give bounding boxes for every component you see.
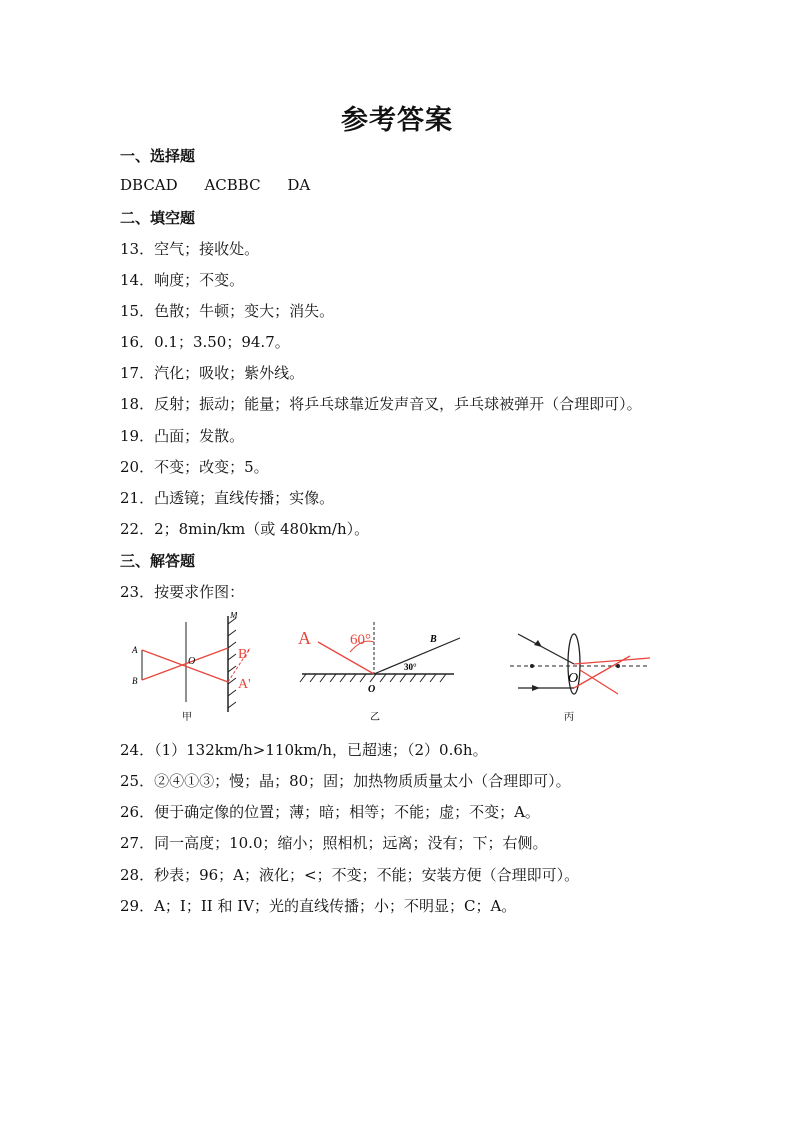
- label-m: M: [230, 612, 238, 620]
- label-o: O: [568, 671, 579, 686]
- label-b-prime: B': [238, 647, 250, 662]
- focal-point: [616, 664, 620, 668]
- arrow-icon: [534, 640, 542, 647]
- figure-bing: [498, 612, 658, 727]
- label-a-prime: A': [238, 677, 251, 692]
- section-heading-fill: 二、填空题: [120, 209, 196, 227]
- label-b: B: [430, 634, 437, 645]
- figure-caption: 甲: [182, 712, 192, 723]
- figure-caption: 乙: [370, 712, 380, 723]
- section-heading-solve: 三、解答题: [120, 552, 196, 570]
- figure-jia: [120, 612, 270, 727]
- answer-line: 25．②④①③；慢；晶；80；固；加热物质质量太小（合理即可）。: [120, 772, 571, 790]
- answer-line: 27．同一高度；10.0；缩小；照相机；远离；没有；下；右侧。: [120, 834, 548, 852]
- label-30deg: 30°: [404, 662, 417, 672]
- light-ray: [142, 650, 228, 682]
- section-heading-choice: 一、选择题: [120, 147, 196, 165]
- choice-answer-group: ACBBC: [204, 176, 261, 194]
- refracted-ray: [574, 658, 650, 664]
- focal-point: [530, 664, 534, 668]
- label-o: O: [368, 684, 376, 695]
- label-a: A: [298, 628, 311, 648]
- answer-line: 24．（1）132km/h>110km/h，已超速；（2）0.6h。: [120, 741, 488, 759]
- label-b: B: [132, 676, 138, 686]
- incident-ray: [518, 634, 574, 664]
- answer-line: 26．便于确定像的位置；薄；暗；相等；不能；虚；不变；A。: [120, 803, 540, 821]
- mirror-hatch: [228, 618, 236, 708]
- choice-answers: [120, 176, 332, 194]
- label-o: O: [188, 656, 196, 667]
- choice-answer-group: DBCAD: [120, 176, 178, 194]
- answer-line: 19．凸面；发散。: [120, 427, 245, 445]
- arrow-icon: [532, 685, 540, 691]
- answer-line: 23．按要求作图：: [120, 583, 245, 601]
- answer-line: 29．A；I；II 和 IV；光的直线传播；小；不明显；C；A。: [120, 897, 517, 915]
- choice-answer-group: DA: [287, 176, 311, 194]
- label-a: A: [132, 645, 138, 655]
- figure-caption: 丙: [564, 712, 574, 723]
- answer-line: 13．空气；接收处。: [120, 240, 260, 258]
- page-title: 参考答案: [341, 105, 453, 136]
- reflected-ray: [374, 638, 460, 674]
- surface-hatch: [300, 674, 446, 682]
- answer-line: 17．汽化；吸收；紫外线。: [120, 364, 305, 382]
- answer-line: 22．2；8min/km（或 480km/h）。: [120, 520, 370, 538]
- answer-line: 20．不变；改变；5。: [120, 458, 269, 476]
- answer-line: 21．凸透镜；直线传播；实像。: [120, 489, 335, 507]
- light-ray: [142, 648, 228, 680]
- figure-yi: [292, 612, 467, 727]
- answer-line: 16．0.1；3.50；94.7。: [120, 333, 290, 351]
- answer-line: 15．色散；牛顿；变大；消失。: [120, 302, 335, 320]
- answer-line: 18．反射；振动；能量；将乒乓球靠近发声音叉，乒乓球被弹开（合理即可）。: [120, 395, 642, 413]
- answer-line: 28．秒表；96；A；液化；<；不变；不能；安装方便（合理即可）。: [120, 866, 580, 884]
- label-angle: 60°: [350, 632, 371, 648]
- answer-line: 14．响度；不变。: [120, 271, 245, 289]
